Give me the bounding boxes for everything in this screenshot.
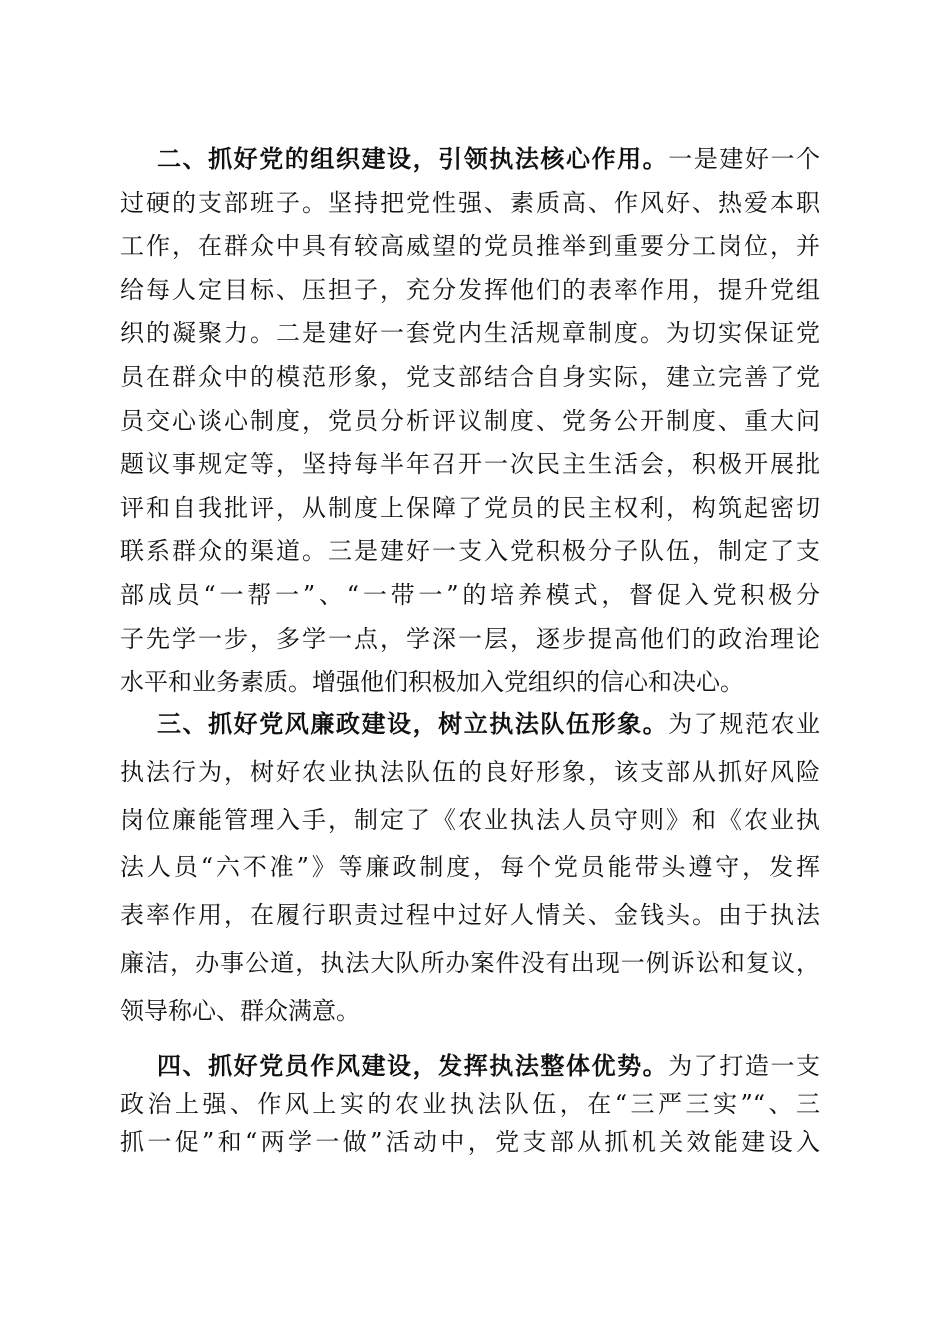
text-line: 过硬的支部班子。坚持把党性强、素质高、作风好、热爱本职 [120,188,820,217]
text-line: 织的凝聚力。二是建好一套党内生活规章制度。为切实保证党 [120,319,820,348]
text-line: 员交心谈心制度，党员分析评议制度、党务公开制度、重大问 [120,406,820,435]
body-text: 为了规范农业 [668,710,821,738]
text-line: 表率作用，在履行职责过程中过好人情关、金钱头。由于执法 [120,901,820,930]
text-line: 部成员“一帮一”、“一带一”的培养模式，督促入党积极分 [120,580,820,609]
text-line: 子先学一步，多学一点，学深一层，逐步提高他们的政治理论 [120,624,820,653]
paragraph-work-style [120,1047,820,1161]
text-line: 领导称心、群众满意。 [120,996,360,1025]
text-line: 题议事规定等，坚持每半年召开一次民主生活会，积极开展批 [120,450,820,479]
text-line: 评和自我批评，从制度上保障了党员的民主权利，构筑起密切 [120,493,820,522]
text-line: 执法行为，树好农业执法队伍的良好形象，该支部从抓好风险 [120,757,820,786]
paragraph-organization [120,138,820,705]
paragraph-first-line [120,1047,820,1085]
section-heading: 四、抓好党员作风建设，发挥执法整体优势。 [157,1052,669,1080]
text-line: 联系群众的渠道。三是建好一支入党积极分子队伍，制定了支 [120,537,820,566]
text-line: 岗位廉能管理入手，制定了《农业执法人员守则》和《农业执 [120,805,820,834]
section-heading: 三、抓好党风廉政建设，树立执法队伍形象。 [157,710,669,738]
paragraph-first-line [120,138,820,182]
paragraph-integrity [120,701,820,1036]
text-line: 水平和业务素质。增强他们积极加入党组织的信心和决心。 [120,668,744,697]
text-line: 法人员“六不准”》等廉政制度，每个党员能带头遵守，发挥 [120,853,820,882]
section-heading: 二、抓好党的组织建设，引领执法核心作用。 [157,145,669,173]
paragraph-first-line [120,701,820,749]
text-line: 工作，在群众中具有较高威望的党员推举到重要分工岗位，并 [120,232,820,261]
text-line: 政治上强、作风上实的农业执法队伍，在“三严三实”“、三 [120,1090,820,1118]
text-line: 员在群众中的模范形象，党支部结合自身实际，建立完善了党 [120,362,820,391]
text-line: 给每人定目标、压担子，充分发挥他们的表率作用，提升党组 [120,275,820,304]
body-text: 一是建好一个 [668,145,821,173]
text-line: 廉洁，办事公道，执法大队所办案件没有出现一例诉讼和复议， [120,948,820,977]
text-line: 抓一促”和“两学一做”活动中，党支部从抓机关效能建设入 [120,1128,820,1156]
body-text: 为了打造一支 [668,1052,821,1080]
